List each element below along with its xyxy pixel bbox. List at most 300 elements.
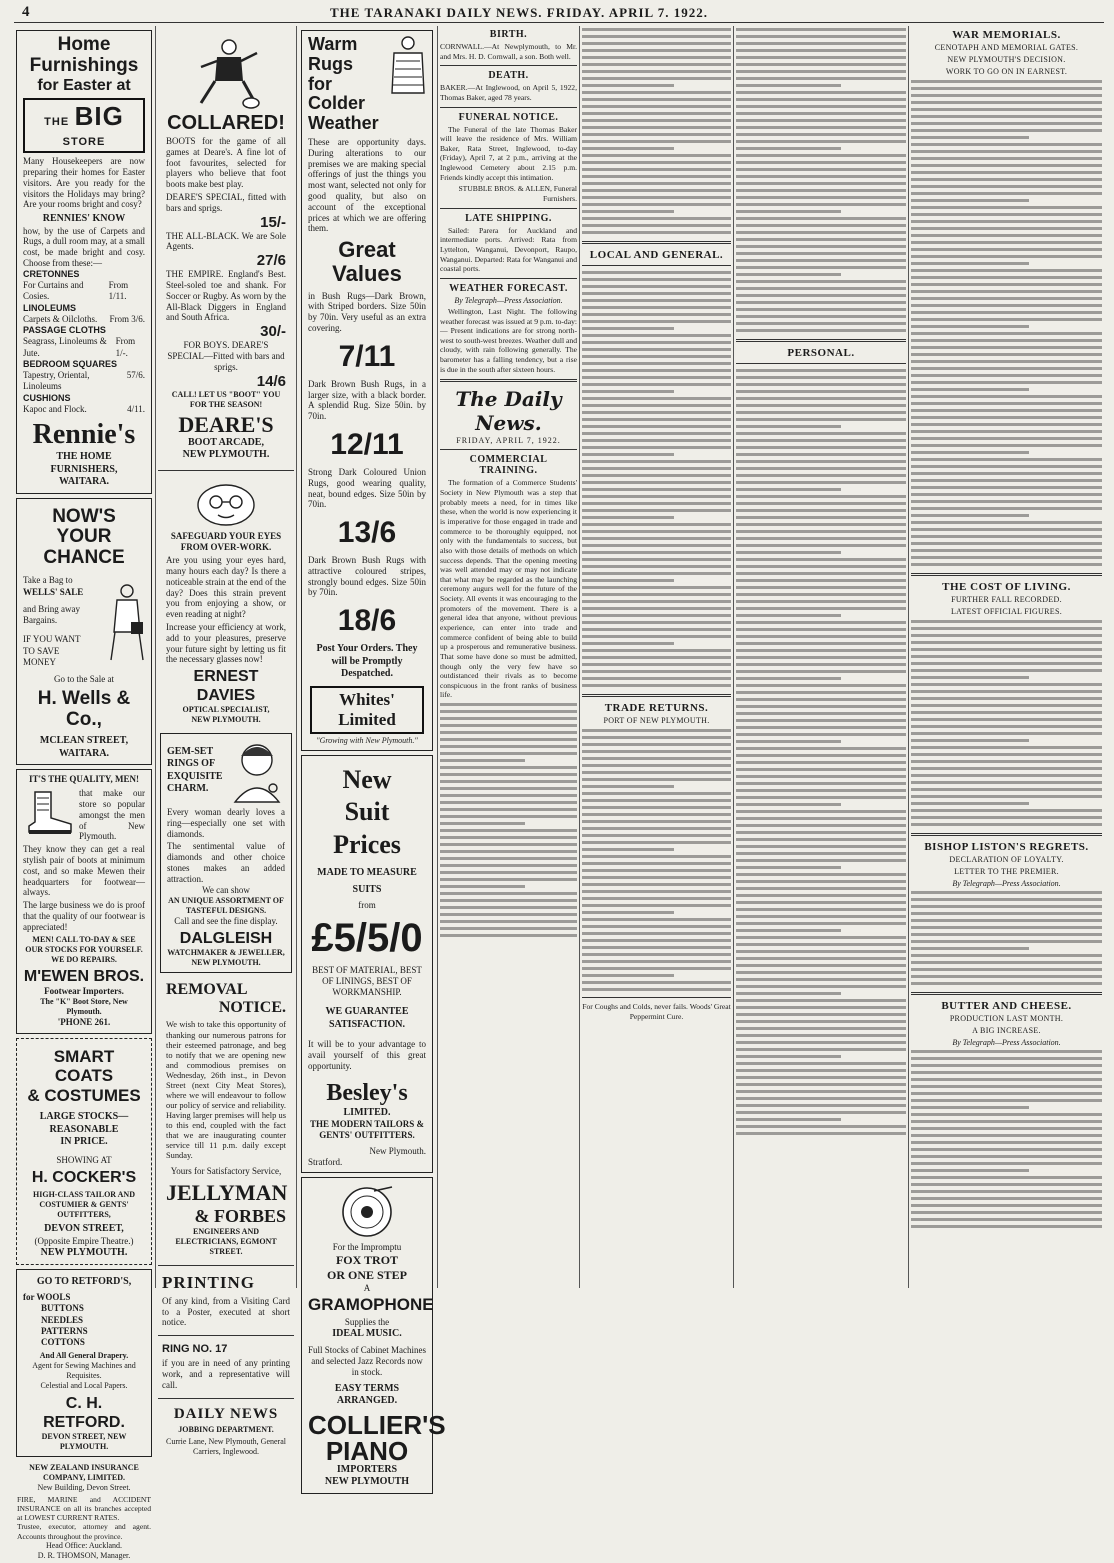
advert-heading: & COSTUMES xyxy=(27,1085,141,1105)
text-lines-placeholder xyxy=(582,424,731,430)
text-lines-placeholder xyxy=(911,163,1102,169)
advert-heading: GEM-SET xyxy=(167,745,214,757)
text-lines-placeholder xyxy=(736,998,906,1004)
text-lines-placeholder xyxy=(911,548,1102,554)
text-lines-placeholder xyxy=(911,1119,1102,1125)
text-lines-placeholder xyxy=(911,198,1029,204)
text-lines-placeholder xyxy=(911,904,1102,910)
text-lines-placeholder xyxy=(736,417,906,423)
text-lines-placeholder xyxy=(911,275,1102,281)
text-lines-placeholder xyxy=(911,317,1102,323)
text-lines-placeholder xyxy=(736,718,906,724)
text-lines-placeholder xyxy=(911,661,1102,667)
text-lines-placeholder xyxy=(582,431,731,437)
text-lines-placeholder xyxy=(911,513,1029,519)
text-lines-placeholder xyxy=(736,942,906,948)
text-lines-placeholder xyxy=(736,209,841,215)
text-lines-placeholder xyxy=(911,1189,1102,1195)
text-lines-placeholder xyxy=(440,716,577,722)
column-4-notices xyxy=(440,26,577,1288)
text-lines-placeholder xyxy=(736,571,906,577)
text-lines-placeholder xyxy=(911,527,1102,533)
text-lines-placeholder xyxy=(736,977,906,983)
advert-line: LARGE STOCKS— xyxy=(39,1111,129,1123)
advert-heading: Home Furnishings xyxy=(29,34,139,76)
text-lines-placeholder xyxy=(736,300,906,306)
price-list-detail xyxy=(23,280,145,303)
text-lines-placeholder xyxy=(911,918,1102,924)
section-heading: DEATH. xyxy=(488,70,529,82)
text-lines-placeholder xyxy=(582,403,731,409)
text-lines-placeholder xyxy=(911,429,1102,435)
advert-line: NEEDLES xyxy=(41,1314,84,1325)
article-body xyxy=(736,27,906,334)
advert-brand: & FORBES xyxy=(194,1205,286,1226)
advert-line: IF YOU WANT xyxy=(23,634,81,645)
text-lines-placeholder xyxy=(582,585,731,591)
price: 12/11 xyxy=(330,427,404,461)
text-lines-placeholder xyxy=(440,926,577,932)
text-lines-placeholder xyxy=(582,216,731,222)
text-lines-placeholder xyxy=(911,654,1102,660)
text-lines-placeholder xyxy=(582,683,731,689)
text-lines-placeholder xyxy=(736,536,906,542)
text-lines-placeholder xyxy=(911,773,1102,779)
advert-heading: Warm Rugs xyxy=(308,34,358,74)
text-lines-placeholder xyxy=(440,779,577,785)
text-lines-placeholder xyxy=(736,872,906,878)
advert-text: WE DO REPAIRS. xyxy=(51,954,117,964)
text-lines-placeholder xyxy=(440,933,577,939)
shopper-figure-icon xyxy=(107,582,145,662)
text-lines-placeholder xyxy=(911,668,1102,674)
text-lines-placeholder xyxy=(736,494,906,500)
text-lines-placeholder xyxy=(736,767,906,773)
section-heading: TRADE RETURNS. xyxy=(604,702,709,714)
column-7-news xyxy=(911,26,1102,1288)
text-lines-placeholder xyxy=(911,345,1102,351)
text-lines-placeholder xyxy=(911,815,1102,821)
text-lines-placeholder xyxy=(582,515,674,521)
text-lines-placeholder xyxy=(911,485,1102,491)
advert-heading: NOTICE. xyxy=(218,999,286,1017)
text-lines-placeholder xyxy=(582,620,731,626)
advert-text: JOBBING DEPARTMENT. xyxy=(178,1424,274,1434)
text-lines-placeholder xyxy=(736,704,906,710)
text-lines-placeholder xyxy=(582,882,731,888)
text-lines-placeholder xyxy=(736,557,906,563)
text-lines-placeholder xyxy=(911,401,1102,407)
text-lines-placeholder xyxy=(582,90,731,96)
text-lines-placeholder xyxy=(911,647,1102,653)
advert-heading: EXQUISITE xyxy=(167,770,223,782)
text-lines-placeholder xyxy=(736,202,906,208)
text-lines-placeholder xyxy=(736,1061,906,1067)
price-list-detail xyxy=(23,370,145,393)
text-lines-placeholder xyxy=(736,991,841,997)
advert-text: Currie Lane, New Plymouth, General Carriers, Inglewood. xyxy=(166,1436,286,1456)
text-lines-placeholder xyxy=(911,1161,1102,1167)
text-lines-placeholder xyxy=(736,613,841,619)
advert-address: NEW PLYMOUTH. xyxy=(191,714,261,724)
text-lines-placeholder xyxy=(911,135,1029,141)
collier-advert xyxy=(301,1177,446,1494)
text-lines-placeholder xyxy=(582,613,731,619)
whites-advert xyxy=(301,30,433,751)
item-name: CUSHIONS xyxy=(23,392,71,403)
text-lines-placeholder xyxy=(736,851,906,857)
advert-brand: JELLYMAN xyxy=(166,1179,288,1205)
text-lines-placeholder xyxy=(582,361,731,367)
text-lines-placeholder xyxy=(736,683,906,689)
text-lines-placeholder xyxy=(911,240,1102,246)
text-lines-placeholder xyxy=(582,749,731,755)
rug-figure-icon xyxy=(390,35,426,97)
text-lines-placeholder xyxy=(582,76,731,82)
text-lines-placeholder xyxy=(736,984,906,990)
text-lines-placeholder xyxy=(582,298,731,304)
text-lines-placeholder xyxy=(582,522,731,528)
text-lines-placeholder xyxy=(440,709,577,715)
text-lines-placeholder xyxy=(736,167,906,173)
text-lines-placeholder xyxy=(911,352,1102,358)
advert-heading: COLLARED! xyxy=(167,112,285,134)
advert-heading: Great Values xyxy=(332,237,402,287)
text-lines-placeholder xyxy=(736,1012,906,1018)
advert-line: For the Impromptu xyxy=(332,1242,402,1253)
advert-heading: SMART COATS xyxy=(53,1046,115,1086)
text-lines-placeholder xyxy=(911,1126,1102,1132)
article-body xyxy=(582,27,731,236)
section-heading: FUNERAL NOTICE. xyxy=(458,111,559,123)
text-lines-placeholder xyxy=(582,452,674,458)
text-lines-placeholder xyxy=(911,534,1102,540)
advert-line: MONEY xyxy=(23,656,56,667)
text-lines-placeholder xyxy=(911,703,1102,709)
text-lines-placeholder xyxy=(582,480,731,486)
text-lines-placeholder xyxy=(736,265,906,271)
text-lines-placeholder xyxy=(911,492,1102,498)
text-lines-placeholder xyxy=(582,798,731,804)
notice-text: CORNWALL.—At Newplymouth, to Mr. and Mrs. H. D. Cornwall, a son. Both well. xyxy=(440,42,577,61)
article-body xyxy=(911,79,1102,568)
text-lines-placeholder xyxy=(911,380,1102,386)
text-lines-placeholder xyxy=(582,494,731,500)
column-rule xyxy=(579,26,580,1288)
text-lines-placeholder xyxy=(911,1175,1102,1181)
text-lines-placeholder xyxy=(582,445,731,451)
section-subheading: CENOTAPH AND MEMORIAL GATES. xyxy=(934,43,1079,52)
advert-text: It will be to your advantage to avail yourself of this great opportunity. xyxy=(308,1039,426,1071)
notice-text: BAKER.—At Inglewood, on April 5, 1922, Thomas Baker, aged 78 years. xyxy=(440,83,577,102)
text-lines-placeholder xyxy=(736,522,906,528)
advert-text: Dark Brown Bush Rugs with attractive coloured stripes, strongly bound edges. Size 50in by 70in. xyxy=(308,555,426,598)
text-lines-placeholder xyxy=(736,272,841,278)
section-subheading: A BIG INCREASE. xyxy=(972,1026,1041,1035)
advert-heading: PRINTING xyxy=(162,1272,256,1292)
text-lines-placeholder xyxy=(911,939,1102,945)
section-subheading: WORK TO GO ON IN EARNEST. xyxy=(945,67,1068,76)
text-lines-placeholder xyxy=(911,1217,1102,1223)
text-lines-placeholder xyxy=(736,410,906,416)
cocker-advert xyxy=(16,1038,152,1265)
text-lines-placeholder xyxy=(911,1049,1102,1055)
text-lines-placeholder xyxy=(736,956,906,962)
advert-heading: for Colder xyxy=(308,73,366,114)
text-lines-placeholder xyxy=(582,980,731,986)
text-lines-placeholder xyxy=(911,219,1102,225)
advert-text: BOOTS for the game of all games at Deare's. A fine lot of foot favourites, selected for players who believe that foot boots make best play. xyxy=(166,136,286,190)
daily-news-advert xyxy=(158,1403,294,1460)
advert-heading: for Easter at xyxy=(37,76,131,94)
text-lines-placeholder xyxy=(911,1063,1102,1069)
advert-text: They know they can get a real stylish pair of boots at minimum cost, and so make Mewen their headquarters for footwear—always. xyxy=(23,844,145,898)
text-lines-placeholder xyxy=(582,812,731,818)
text-lines-placeholder xyxy=(736,452,906,458)
article-body xyxy=(911,1049,1102,1230)
text-lines-placeholder xyxy=(736,293,906,299)
text-lines-placeholder xyxy=(911,1140,1102,1146)
text-lines-placeholder xyxy=(440,765,577,771)
text-lines-placeholder xyxy=(582,223,731,229)
text-lines-placeholder xyxy=(911,191,1102,197)
text-lines-placeholder xyxy=(736,132,906,138)
item-name: CRETONNES xyxy=(23,268,80,279)
text-lines-placeholder xyxy=(736,1131,906,1137)
item-price: From 1/-. xyxy=(115,336,136,358)
text-lines-placeholder xyxy=(582,354,731,360)
masthead-title: THE TARANAKI DAILY NEWS. FRIDAY. APRIL 7. 1922. xyxy=(330,5,708,20)
besley-advert xyxy=(301,755,433,1173)
text-lines-placeholder xyxy=(582,139,731,145)
text-lines-placeholder xyxy=(736,837,906,843)
section-heading: PERSONAL. xyxy=(787,347,855,359)
text-lines-placeholder xyxy=(911,499,1102,505)
boot-icon xyxy=(23,788,75,836)
text-lines-placeholder xyxy=(911,981,1102,987)
text-lines-placeholder xyxy=(582,209,674,215)
text-lines-placeholder xyxy=(911,562,1102,568)
text-lines-placeholder xyxy=(736,146,841,152)
advert-line: NEW PLYMOUTH. xyxy=(40,1247,128,1259)
text-lines-placeholder xyxy=(582,382,731,388)
item-name: BEDROOM SQUARES xyxy=(23,358,118,369)
text-lines-placeholder xyxy=(911,738,1029,744)
column-5-news xyxy=(582,26,731,1288)
price-list-detail xyxy=(23,404,145,415)
advert-line: FOX TROT xyxy=(335,1253,399,1268)
advert-address: OPTICAL SPECIALIST, xyxy=(182,704,270,714)
text-lines-placeholder xyxy=(911,640,1102,646)
advert-brand: Rennie's xyxy=(32,419,136,451)
text-lines-placeholder xyxy=(440,800,577,806)
text-lines-placeholder xyxy=(582,728,731,734)
text-lines-placeholder xyxy=(911,1182,1102,1188)
section-heading: LOCAL AND GENERAL. xyxy=(589,249,724,261)
text-lines-placeholder xyxy=(736,1019,906,1025)
text-lines-placeholder xyxy=(911,177,1102,183)
text-lines-placeholder xyxy=(582,347,731,353)
advert-address: WATCHMAKER & JEWELLER, xyxy=(167,948,285,958)
text-lines-placeholder xyxy=(911,471,1102,477)
text-lines-placeholder xyxy=(736,970,906,976)
advert-line: from xyxy=(358,900,376,911)
masthead-bar xyxy=(0,0,1114,24)
text-lines-placeholder xyxy=(440,702,577,708)
text-lines-placeholder xyxy=(911,303,1102,309)
text-lines-placeholder xyxy=(911,1196,1102,1202)
text-lines-placeholder xyxy=(582,104,731,110)
text-lines-placeholder xyxy=(736,893,906,899)
text-lines-placeholder xyxy=(582,627,731,633)
text-lines-placeholder xyxy=(582,987,731,993)
advert-heading: CHARM. xyxy=(167,783,209,795)
text-lines-placeholder xyxy=(911,766,1102,772)
text-lines-placeholder xyxy=(736,879,906,885)
text-lines-placeholder xyxy=(736,1068,906,1074)
text-lines-placeholder xyxy=(736,438,906,444)
advert-line: Go to the Sale at xyxy=(54,674,114,685)
advert-text: The sentimental value of diamonds and other choice stones makes an added attraction. xyxy=(167,841,285,884)
text-lines-placeholder xyxy=(736,160,906,166)
editorial-date: FRIDAY, APRIL 7, 1922. xyxy=(456,436,561,446)
advert-brand: H. COCKER'S xyxy=(31,1168,137,1186)
text-lines-placeholder xyxy=(911,633,1102,639)
text-lines-placeholder xyxy=(582,634,731,640)
advert-text: if you are in need of any printing work, and a representative will call. xyxy=(162,1358,290,1390)
text-lines-placeholder xyxy=(582,959,731,965)
text-lines-placeholder xyxy=(911,1091,1102,1097)
text-lines-placeholder xyxy=(911,128,1102,134)
text-lines-placeholder xyxy=(736,1103,906,1109)
text-lines-placeholder xyxy=(582,153,731,159)
text-lines-placeholder xyxy=(736,809,906,815)
section-heading: BUTTER AND CHEESE. xyxy=(941,1000,1072,1012)
text-lines-placeholder xyxy=(582,889,731,895)
text-lines-placeholder xyxy=(911,100,1102,106)
text-lines-placeholder xyxy=(736,641,906,647)
text-lines-placeholder xyxy=(911,121,1102,127)
text-lines-placeholder xyxy=(582,763,731,769)
text-lines-placeholder xyxy=(911,953,1102,959)
article-body xyxy=(911,890,1102,987)
text-lines-placeholder xyxy=(582,368,731,374)
text-lines-placeholder xyxy=(440,821,525,827)
advert-heading: DAILY NEWS xyxy=(173,1405,279,1422)
text-lines-placeholder xyxy=(736,858,906,864)
text-lines-placeholder xyxy=(582,27,731,33)
text-lines-placeholder xyxy=(736,802,841,808)
text-lines-placeholder xyxy=(736,139,906,145)
advert-address: 'PHONE 261. xyxy=(57,1017,111,1028)
text-lines-placeholder xyxy=(736,816,906,822)
advert-subheading: RENNIES' KNOW xyxy=(42,213,126,225)
advert-heading: Prices xyxy=(333,829,401,859)
text-lines-placeholder xyxy=(440,786,577,792)
text-lines-placeholder xyxy=(736,543,906,549)
text-lines-placeholder xyxy=(440,835,577,841)
text-lines-placeholder xyxy=(582,277,731,283)
text-lines-placeholder xyxy=(440,807,577,813)
text-lines-placeholder xyxy=(582,62,731,68)
text-lines-placeholder xyxy=(911,394,1102,400)
text-lines-placeholder xyxy=(736,389,906,395)
text-lines-placeholder xyxy=(582,606,731,612)
advert-address: THE HOME FURNISHERS, xyxy=(50,451,118,475)
text-lines-placeholder xyxy=(911,946,1029,952)
text-lines-placeholder xyxy=(582,826,731,832)
advert-line: SHOWING AT xyxy=(56,1154,112,1165)
text-lines-placeholder xyxy=(440,842,577,848)
text-lines-placeholder xyxy=(736,900,906,906)
text-lines-placeholder xyxy=(582,181,731,187)
text-lines-placeholder xyxy=(911,443,1102,449)
column-rule xyxy=(296,26,297,1288)
advert-line: LIMITED. xyxy=(343,1106,391,1118)
text-lines-placeholder xyxy=(911,415,1102,421)
text-lines-placeholder xyxy=(582,917,731,923)
notice-text: Sailed: Parera for Auckland and intermediate ports. Arrived: Rata from Lyttelton, Wanganui, Devonport, Raupo, Wanganui. Departed: Rata for Wanganui and coastal ports. xyxy=(440,225,577,274)
advert-brand: C. H. RETFORD. xyxy=(43,1395,125,1431)
text-lines-placeholder xyxy=(736,473,906,479)
text-lines-placeholder xyxy=(582,284,731,290)
text-lines-placeholder xyxy=(582,861,731,867)
text-lines-placeholder xyxy=(736,41,906,47)
article-body xyxy=(911,619,1102,828)
text-lines-placeholder xyxy=(582,784,674,790)
text-lines-placeholder xyxy=(736,935,906,941)
text-lines-placeholder xyxy=(911,170,1102,176)
advert-line: MADE TO MEASURE xyxy=(317,867,417,879)
price: 13/6 xyxy=(337,516,397,550)
text-lines-placeholder xyxy=(582,910,674,916)
advert-text: AN UNIQUE ASSORTMENT OF TASTEFUL DESIGNS. xyxy=(168,895,284,915)
article-body xyxy=(440,702,577,939)
item-price: 4/11. xyxy=(127,403,145,414)
article-body xyxy=(582,270,731,689)
advert-heading: RINGS OF xyxy=(167,758,216,770)
notice-line: D. R. THOMSON, Manager. xyxy=(37,1550,131,1560)
text-lines-placeholder xyxy=(736,795,906,801)
text-lines-placeholder xyxy=(582,466,731,472)
advert-text: THE EMPIRE. England's Best. Steel-soled toe and shank. For Soccer or Rugby. As worn by the All-Black Diggers in England and South Africa. xyxy=(166,269,286,323)
text-lines-placeholder xyxy=(736,237,906,243)
price-list-item xyxy=(23,303,145,314)
advert-address: NEW PLYMOUTH. xyxy=(182,449,270,461)
text-lines-placeholder xyxy=(736,1040,906,1046)
text-lines-placeholder xyxy=(582,543,731,549)
text-lines-placeholder xyxy=(736,188,906,194)
section-subheading: PRODUCTION LAST MONTH. xyxy=(949,1014,1064,1023)
text-lines-placeholder xyxy=(911,520,1102,526)
text-lines-placeholder xyxy=(582,160,731,166)
text-lines-placeholder xyxy=(911,696,1102,702)
advert-line: Take a Bag to xyxy=(23,575,73,586)
text-lines-placeholder xyxy=(911,331,1102,337)
item-name: LINOLEUMS xyxy=(23,302,76,313)
text-lines-placeholder xyxy=(736,585,906,591)
text-lines-placeholder xyxy=(911,890,1102,896)
editorial-text: The formation of a Commerce Students' Society in New Plymouth was a step that probably meets a need, for in times like these, when the world is now experiencing it is imperative for those engaged in trade and commerce to be thoroughly equipped, not only with the fundamentals to success, but also with those details of methods on which success depends. That the opening meeting was well attended may or may not indicate that what may be regarded as the launching ceremony augurs well for the future of the Society. All events it was encouraging to the promoters of the movement. There is a general idea that anyone, without previous experience, can enter into trade and commerce confident of being able to build up a prosperous and remunerative business. That some have done so must be admitted, though only the very few have so outdistanced their rivals as to become conspicuous in the front ranks of business life. xyxy=(440,478,577,700)
text-lines-placeholder xyxy=(440,814,577,820)
text-lines-placeholder xyxy=(736,223,906,229)
text-lines-placeholder xyxy=(911,794,1102,800)
text-lines-placeholder xyxy=(736,725,906,731)
davies-advert xyxy=(160,475,292,729)
price: 14/6 xyxy=(256,372,286,390)
text-lines-placeholder xyxy=(736,487,841,493)
text-lines-placeholder xyxy=(736,823,906,829)
